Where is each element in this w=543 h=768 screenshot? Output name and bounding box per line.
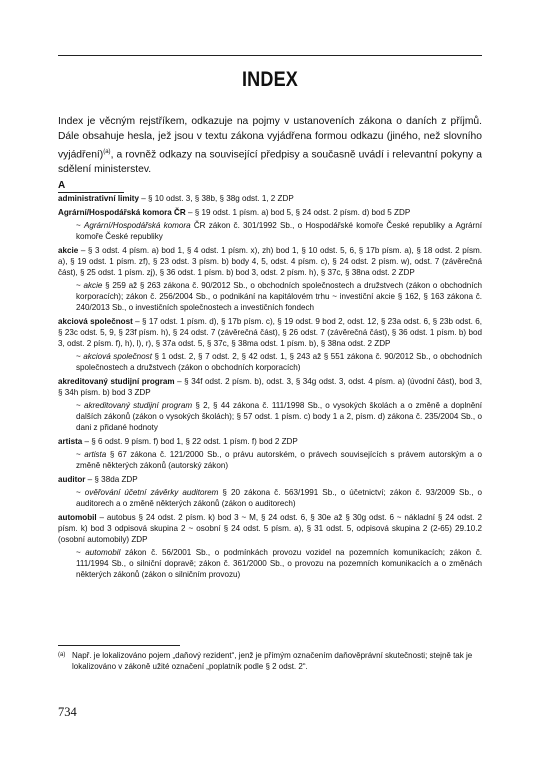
entry-main-line (58, 316, 482, 349)
entry-headword: artista (58, 437, 83, 446)
intro-text-end: , a rovněž odkazy na související předpisy a současně uvádí i relevantní pokyny a sdělení ministerstev. (58, 149, 482, 176)
tilde-mark: ~ (76, 401, 84, 410)
entry-main-line (58, 245, 482, 278)
related-law-text: § 1 odst. 2, § 7 odst. 2, § 42 odst. 1, § 243 až § 551 zákona č. 90/2012 Sb., o obchodních společnostech a družstvech (zákon o obchodních korporacích) (76, 352, 482, 372)
index-entry (58, 245, 482, 313)
intro-footnote-ref: (a) (103, 148, 111, 155)
entry-headword: administrativní limity (58, 194, 139, 203)
entry-related-law (58, 280, 482, 313)
entry-related-law (58, 220, 482, 242)
footnote-rule (58, 645, 180, 646)
entry-references: – § 38da ZDP (85, 475, 138, 484)
index-entry (58, 376, 482, 433)
related-law-text: § 67 zákona č. 121/2000 Sb., o právu autorském, o právech souvisejících s právem autorským a o změně některých zákonů (autorský zákon) (76, 450, 482, 470)
entry-related-law (58, 487, 482, 509)
entry-main-line (58, 193, 482, 204)
index-entry (58, 436, 482, 471)
entry-references: – § 19 odst. 1 písm. a) bod 5, § 24 odst. 2 písm. d) bod 5 ZDP (185, 208, 411, 217)
document-page (58, 0, 482, 768)
entry-main-line (58, 474, 482, 485)
entry-references: – § 6 odst. 9 písm. f) bod 1, § 22 odst. 1 písm. f) bod 2 ZDP (82, 437, 298, 446)
related-term: akcie (83, 281, 103, 290)
entry-references: – § 3 odst. 4 písm. a) bod 1, § 4 odst. 1 písm. x), zh) bod 1, § 10 odst. 5, 6, § 17b písm. a), § 18 odst. 2 písm. a), § 19 odst. 1 písm. zf), § 23 odst. 3 písm. b) body 4, 5, odst. 4 písm. c), § 24 odst. 2 písm. w), odst. 7 (závěrečná část), § 25 odst. 1 písm. zj), § 36 odst. 1 písm. b) bod 3, odst. 2 písm. h), § 37c, § 38na odst. 2 ZDP (58, 246, 482, 277)
entry-headword: akcie (58, 246, 79, 255)
related-law-text: ČR zákon č. 301/1992 Sb., o Hospodářské komoře České republiky a Agrární komoře České republiky (76, 221, 482, 241)
entry-references: – § 10 odst. 3, § 38b, § 38g odst. 1, 2 ZDP (138, 194, 294, 203)
entry-main-line (58, 207, 482, 218)
entry-related-law (58, 449, 482, 471)
related-term: akciová společnost (83, 352, 152, 361)
related-term: ověřování účetní závěrky auditorem (84, 488, 219, 497)
entry-headword: Agrární/Hospodářská komora ČR (58, 208, 186, 217)
index-entry (58, 512, 482, 580)
related-law-text: zákon č. 56/2001 Sb., o podmínkách provozu vozidel na pozemních komunikacích; zákon č. 111/1994 Sb., o silniční dopravě; zákon č. 361/2000 Sb., o provozu na pozemních komunikacích a o změnách některých zákonů (zákon o silničním provozu) (76, 548, 482, 579)
entry-headword: akreditovaný studijní program (58, 377, 175, 386)
index-entry (58, 316, 482, 373)
related-term: Agrární/Hospodářská komora (83, 221, 191, 230)
index-entry (58, 474, 482, 509)
related-term: automobil (85, 548, 121, 557)
entry-related-law (58, 400, 482, 433)
tilde-mark: ~ (76, 352, 84, 361)
page-title: INDEX (241, 68, 299, 91)
intro-text: Index je věcným rejstříkem, odkazuje na pojmy v ustanoveních zákona o daních z příjmů. Dále obsahuje hesla, jež jsou v textu zákona vyjádřena formou odkazu (jiného, než slovního vyjádření) (58, 116, 482, 161)
page-number: 734 (58, 705, 77, 719)
entry-references: – autobus § 24 odst. 2 písm. k) bod 3 ~ M, § 24 odst. 6, § 30e až § 30g odst. 6 ~ nákladní § 24 odst. 2 písm. k) bod 3 odpisová skupina 2 ~ osobní § 24 odst. 5 písm. a), § 31 odst. 5, odpisová skupina 2 (2-65) 29.10.2 (osobní automobily) ZDP (58, 513, 482, 544)
footnote (58, 650, 482, 672)
related-law-text: § 20 zákona č. 563/1991 Sb., o účetnictví; zákon č. 93/2009 Sb., o auditorech a o změně některých zákonů (zákon o auditorech) (76, 488, 483, 508)
entry-headword: automobil (58, 513, 97, 522)
index-entry (58, 193, 482, 204)
entry-references: – § 34f odst. 2 písm. b), odst. 3, § 34g odst. 3, odst. 4 písm. a) (úvodní část), bod 3, § 34h písm. b) bod 3 ZDP (58, 377, 482, 397)
footnote-mark: (a) (58, 652, 66, 658)
tilde-mark: ~ (76, 548, 86, 557)
entry-main-line (58, 512, 482, 545)
entry-related-law (58, 547, 482, 580)
related-term: artista (84, 450, 107, 459)
entry-headword: akciová společnost (58, 317, 133, 326)
intro-paragraph (58, 114, 482, 178)
entry-references: – § 17 odst. 1 písm. d), § 17b písm. c), § 19 odst. 9 bod 2, odst. 12, § 23a odst. 6, § 23b odst. 6, § 23c odst. 5, 9, § 23f písm. h), § 24 odst. 7 (závěrečná část), § 26 odst. 7 (závěrečná část), § 36 odst. 1 písm. b) bod 3, odst. 2 písm. f), h), l), r), § 37a odst. 5, § 37c, § 38ma odst. 1 písm. b), § 38na odst. 2 ZDP (58, 317, 482, 348)
tilde-mark: ~ (76, 450, 85, 459)
footnote-text: Např. je lokalizováno pojem „daňový rezident“, jenž je přímým označením daňověprávní skutečnosti; stejně tak je lokalizováno v zákoně užité označení „poplatník podle § 2 odst. 2“. (72, 651, 473, 671)
entry-main-line (58, 436, 482, 447)
index-entry (58, 207, 482, 242)
related-law-text: § 259 až § 263 zákona č. 90/2012 Sb., o obchodních společnostech a družstvech (zákon o obchodních korporacích); zákon č. 256/2004 Sb., o podnikání na kapitálovém trhu ~ investiční akcie § 162, § 163 zákona č. 240/2013 Sb., o investičních společnostech a investičních fondech (76, 281, 483, 312)
entry-related-law (58, 351, 482, 373)
related-term: akreditovaný studijní program (83, 401, 193, 410)
section-letter: A (58, 180, 124, 193)
tilde-mark: ~ (76, 221, 84, 230)
related-law-text: § 2, § 44 zákona č. 111/1998 Sb., o vysokých školách a o změně a doplnění dalších zákonů (zákon o vysokých školách); § 57 odst. 1 písm. c) body 1 a 2, písm. d) zákona č. 235/2004 Sb., o dani z přidané hodnoty (76, 401, 482, 432)
tilde-mark: ~ (76, 281, 84, 290)
entry-main-line (58, 376, 482, 398)
top-rule (58, 55, 482, 56)
tilde-mark: ~ (76, 488, 85, 497)
entry-headword: auditor (58, 475, 86, 484)
index-entries (58, 193, 482, 583)
